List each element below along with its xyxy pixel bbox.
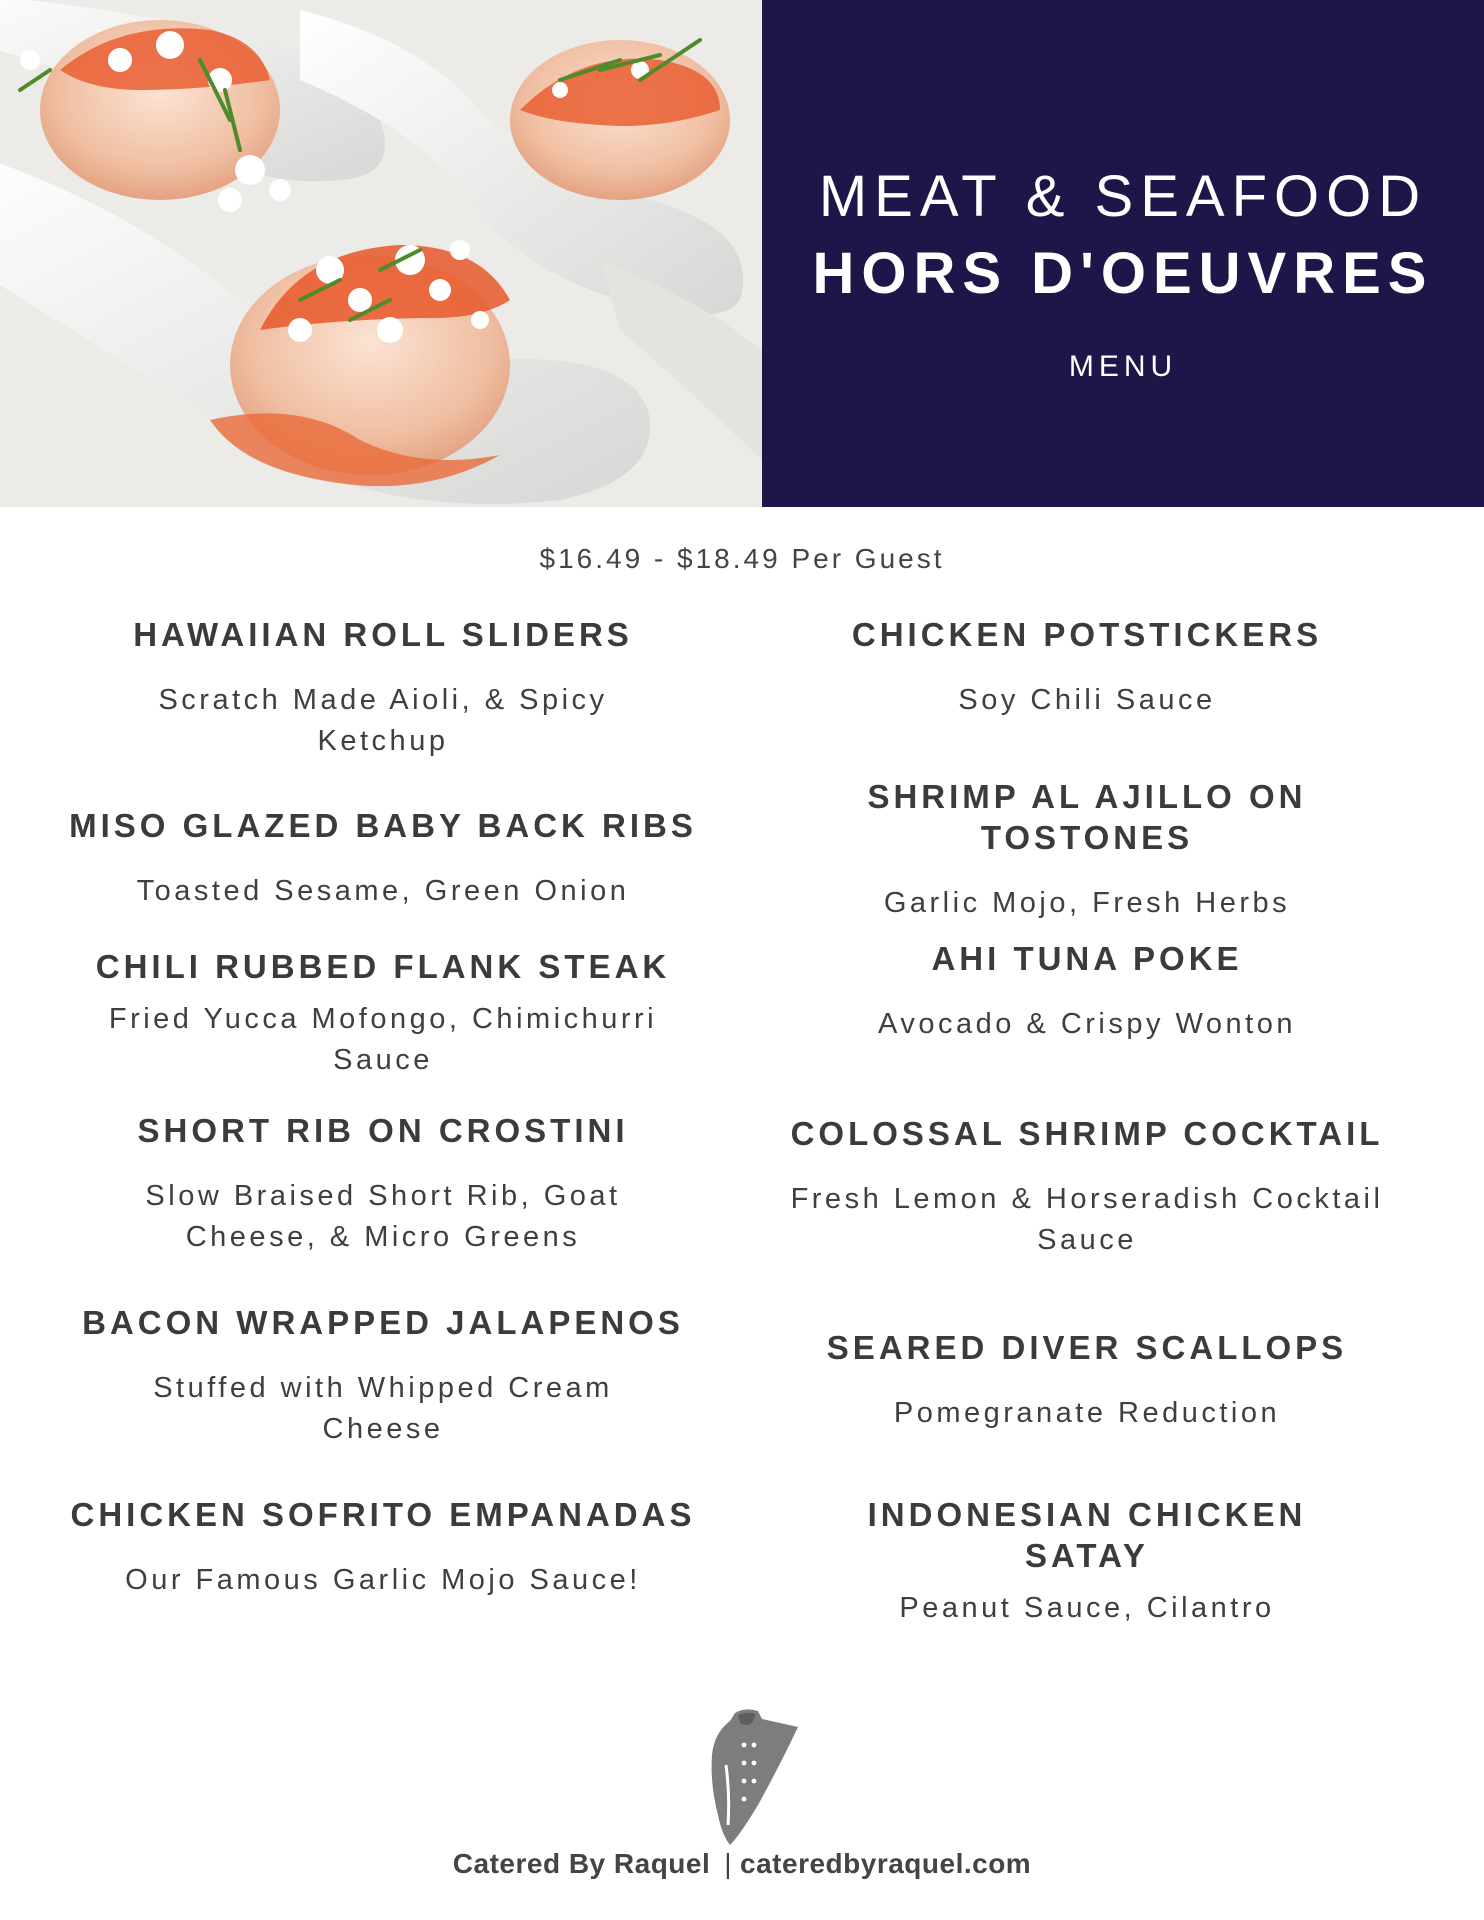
menu-item-name-line: SEARED DIVER SCALLOPS	[826, 1329, 1348, 1366]
menu-item-name-line: SHRIMP AL AJILLO ON TOSTONES	[867, 778, 1307, 856]
menu-item-description	[53, 1176, 713, 1258]
menu-item-description-line: Garlic Mojo, Fresh Herbs	[883, 887, 1291, 919]
menu-item-name: CHILI RUBBED FLANK STEAK	[95, 948, 671, 985]
food-photo-illustration	[0, 0, 762, 507]
menu-item	[757, 1494, 1417, 1629]
menu-item-name	[757, 1113, 1417, 1154]
menu-item	[53, 1494, 713, 1601]
menu-item-name	[757, 938, 1417, 979]
menu-item-description-line: Avocado & Crispy Wonton	[878, 1008, 1296, 1040]
footer	[0, 1848, 1484, 1880]
hero-photo-scallops-on-spoons	[0, 0, 762, 507]
menu-item-description	[53, 871, 713, 912]
menu-item-name	[757, 1327, 1417, 1368]
menu-title-line1: MEAT & SEAFOOD	[818, 164, 1428, 229]
menu-item-description	[53, 1560, 713, 1601]
menu-item	[53, 1110, 713, 1258]
menu-subtitle: MENU	[1068, 350, 1178, 383]
menu-item	[757, 614, 1417, 721]
menu-item-name: SHORT RIB ON CROSTINI	[137, 1112, 629, 1149]
menu-item	[53, 1302, 713, 1450]
menu-item-description	[757, 1588, 1417, 1629]
menu-item-description	[53, 680, 713, 762]
menu-item-name-line: SATAY	[1025, 1537, 1149, 1574]
menu-item-name: CHICKEN SOFRITO EMPANADAS	[70, 1496, 696, 1533]
menu-item-description-line: Scratch Made Aioli, & Spicy	[158, 684, 608, 716]
menu-item-description-line: Toasted Sesame, Green Onion	[136, 875, 630, 907]
menu-item-name-line: INDONESIAN CHICKEN	[867, 1496, 1307, 1533]
menu-title-line2: HORS D'OEUVRES	[812, 241, 1434, 306]
menu-item	[757, 1113, 1417, 1261]
menu-item-description-line: Fresh Lemon & Horseradish Cocktail	[790, 1183, 1384, 1215]
menu-item	[757, 776, 1417, 924]
menu-item-description-line: Sauce	[333, 1044, 433, 1076]
menu-item-description	[757, 1179, 1417, 1261]
menu-item-description	[757, 1004, 1417, 1045]
menu-item-description-line: Ketchup	[317, 725, 449, 757]
menu-item-description-line: Our Famous Garlic Mojo Sauce!	[125, 1564, 641, 1596]
menu-item-description-line: Fried Yucca Mofongo, Chimichurri	[108, 1003, 658, 1035]
menu-item-name	[757, 776, 1417, 858]
footer-separator: |	[724, 1848, 733, 1879]
title-panel	[762, 0, 1484, 507]
menu-item-name: BACON WRAPPED JALAPENOS	[82, 1304, 684, 1341]
menu-item-name-line: AHI TUNA POKE	[931, 940, 1243, 977]
menu-item-description	[53, 999, 713, 1081]
menu-item-name	[757, 1494, 1417, 1576]
menu-item-description-line: Sauce	[1037, 1224, 1137, 1256]
menu-item-description	[757, 680, 1417, 721]
menu-item-name: MISO GLAZED BABY BACK RIBS	[69, 807, 697, 844]
menu-item	[53, 805, 713, 912]
menu-item-description-line: Stuffed with Whipped Cream	[153, 1372, 613, 1404]
menu-item-name-line: COLOSSAL SHRIMP COCKTAIL	[790, 1115, 1384, 1152]
menu-item-description-line: Slow Braised Short Rib, Goat	[145, 1180, 621, 1212]
menu-item-description	[757, 1393, 1417, 1434]
price-per-guest: $16.49 - $18.49 Per Guest	[539, 543, 945, 574]
hero-banner	[0, 0, 1484, 507]
menu-item-name	[757, 614, 1417, 655]
chef-jacket-logo-icon	[700, 1705, 800, 1850]
menu-item-name-line: CHICKEN POTSTICKERS	[851, 616, 1323, 653]
menu-item-description-line: Cheese	[322, 1413, 444, 1445]
menu-item	[53, 614, 713, 762]
menu-item-description-line: Cheese, & Micro Greens	[185, 1221, 581, 1253]
menu-item-description	[53, 1368, 713, 1450]
menu-item-description-line: Soy Chili Sauce	[958, 684, 1216, 716]
menu-item-description-line: Pomegranate Reduction	[893, 1397, 1281, 1429]
footer-website-link[interactable]: cateredbyraquel.com	[740, 1848, 1032, 1879]
menu-item	[757, 938, 1417, 1045]
footer-brand: Catered By Raquel	[452, 1848, 711, 1879]
menu-item	[757, 1327, 1417, 1434]
menu-item-name: HAWAIIAN ROLL SLIDERS	[133, 616, 633, 653]
menu-item-description-line: Peanut Sauce, Cilantro	[899, 1592, 1275, 1624]
menu-item	[53, 946, 713, 1081]
menu-item-description	[757, 883, 1417, 924]
